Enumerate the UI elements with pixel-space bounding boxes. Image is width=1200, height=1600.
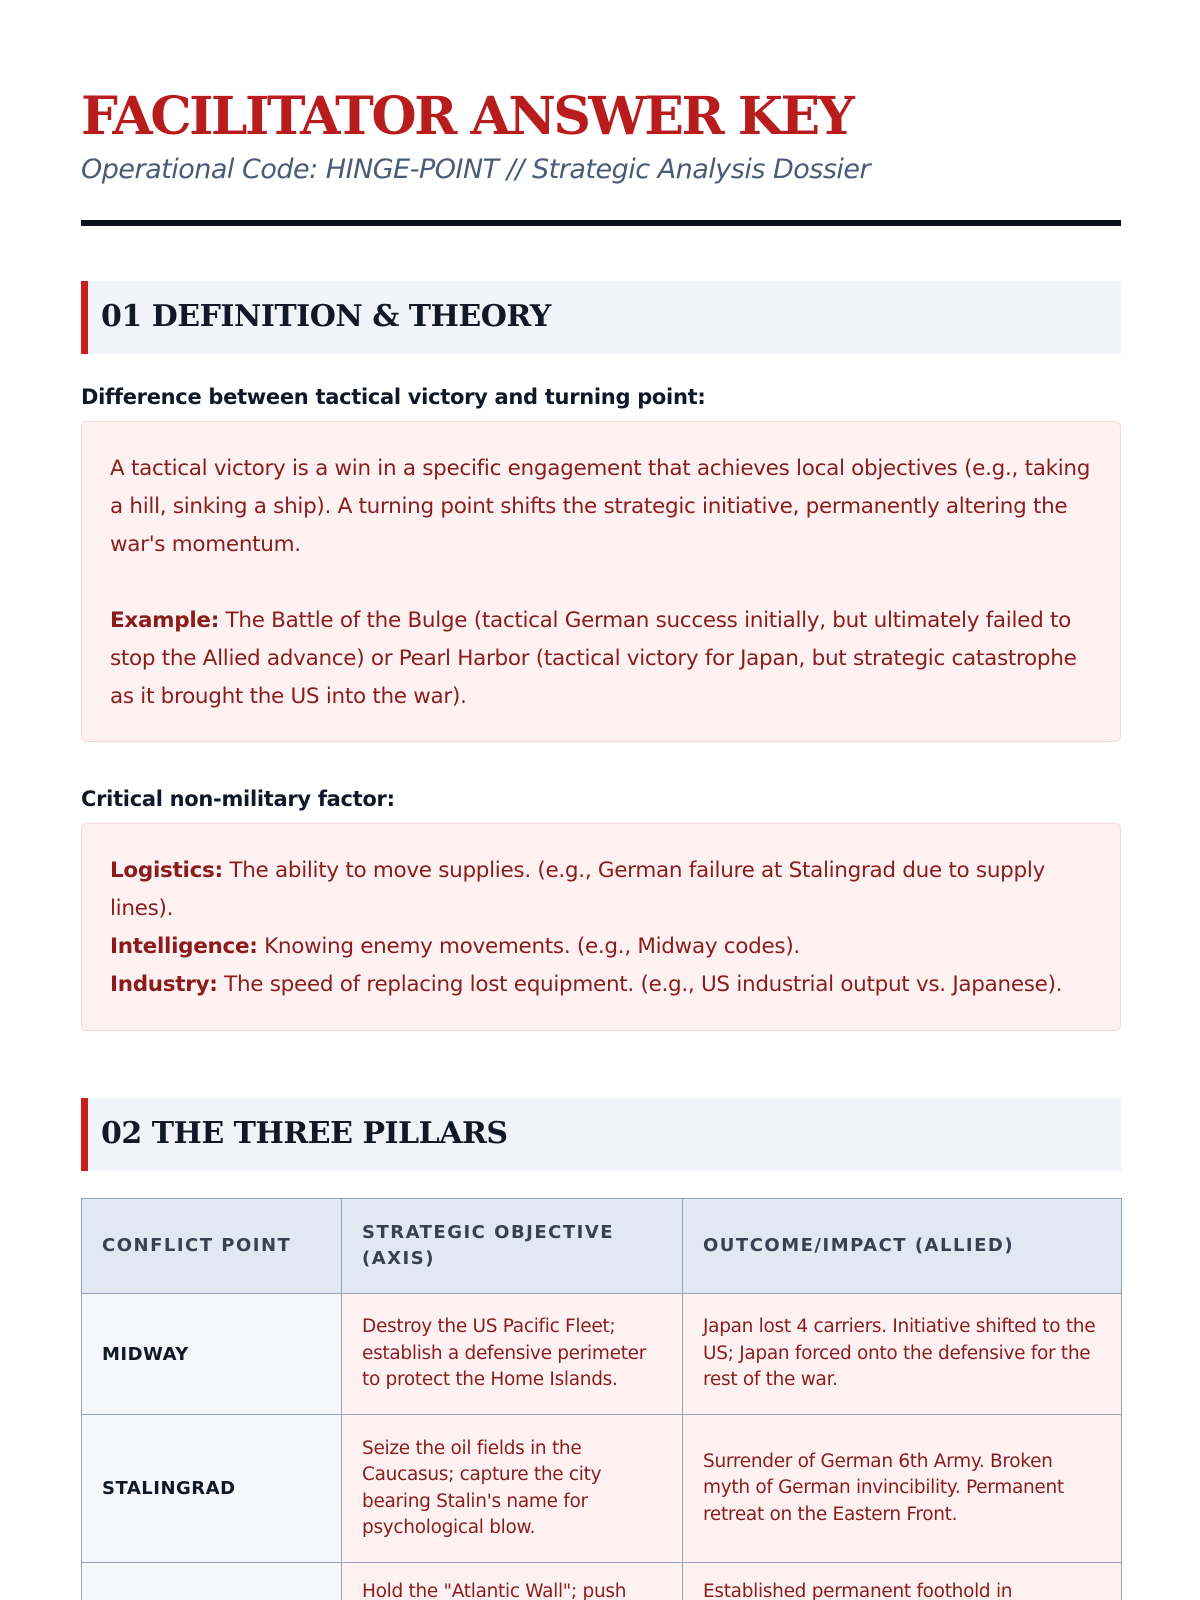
answer-example — [110, 602, 1092, 716]
factor-industry — [110, 966, 1092, 1004]
conflict-point-cell: MIDWAY — [82, 1294, 342, 1415]
three-pillars-table — [81, 1198, 1122, 1600]
factor-text: Knowing enemy movements. (e.g., Midway codes). — [257, 934, 800, 959]
question-label-tactical-vs-turning: Difference between tactical victory and turning point: — [81, 385, 706, 409]
document-title: FACILITATOR ANSWER KEY — [81, 86, 853, 147]
outcome-cell: Established permanent foothold in — [683, 1563, 1122, 1600]
factor-text: The speed of replacing lost equipment. (e.g., US industrial output vs. Japanese). — [217, 972, 1063, 997]
outcome-cell: Surrender of German 6th Army. Broken myth of German invincibility. Permanent retreat on the Eastern Front. — [683, 1415, 1122, 1563]
table-row — [82, 1294, 1122, 1415]
conflict-point-cell: STALINGRAD — [82, 1415, 342, 1563]
section-heading-text: 01 DEFINITION & THEORY — [101, 299, 551, 334]
title-divider — [81, 220, 1121, 226]
answer-box-non-military-factor — [81, 823, 1121, 1031]
example-label: Example: — [110, 608, 220, 633]
question-label-non-military-factor: Critical non-military factor: — [81, 787, 395, 811]
column-header-conflict-point: CONFLICT POINT — [82, 1199, 342, 1294]
document-subtitle: Operational Code: HINGE-POINT // Strategic Analysis Dossier — [81, 154, 871, 185]
outcome-cell: Japan lost 4 carriers. Initiative shifted to the US; Japan forced onto the defensive for the rest of the war. — [683, 1294, 1122, 1415]
factor-term: Logistics: — [110, 858, 223, 883]
table-row — [82, 1563, 1122, 1600]
answer-box-tactical-vs-turning — [81, 421, 1121, 742]
column-header-strategic-objective: STRATEGIC OBJECTIVE (AXIS) — [342, 1199, 683, 1294]
factor-text: The ability to move supplies. (e.g., German failure at Stalingrad due to supply lines). — [110, 858, 1045, 921]
table-header-row — [82, 1199, 1122, 1294]
conflict-point-cell — [82, 1563, 342, 1600]
table-row — [82, 1415, 1122, 1563]
objective-cell: Seize the oil fields in the Caucasus; capture the city bearing Stalin's name for psychological blow. — [342, 1415, 683, 1563]
objective-cell: Hold the "Atlantic Wall"; push — [342, 1563, 683, 1600]
answer-text: A tactical victory is a win in a specific engagement that achieves local objectives (e.g., taking a hill, sinking a ship). A turning point shifts the strategic initiative, permanently altering the war's momentum. — [110, 456, 1091, 557]
factor-term: Industry: — [110, 972, 218, 997]
objective-cell: Destroy the US Pacific Fleet; establish a defensive perimeter to protect the Home Islands. — [342, 1294, 683, 1415]
example-text: The Battle of the Bulge (tactical German success initially, but ultimately failed to stop the Allied advance) or Pearl Harbor (tactical victory for Japan, but strategic catastrophe as it brought the US into the war). — [110, 608, 1077, 709]
column-header-outcome-impact: OUTCOME/IMPACT (ALLIED) — [683, 1199, 1122, 1294]
factor-intelligence — [110, 928, 1092, 966]
factor-logistics — [110, 852, 1092, 928]
section-definition-theory-heading — [81, 281, 1121, 354]
section-three-pillars-heading — [81, 1098, 1121, 1171]
section-heading-text: 02 THE THREE PILLARS — [101, 1116, 508, 1151]
factor-term: Intelligence: — [110, 934, 258, 959]
